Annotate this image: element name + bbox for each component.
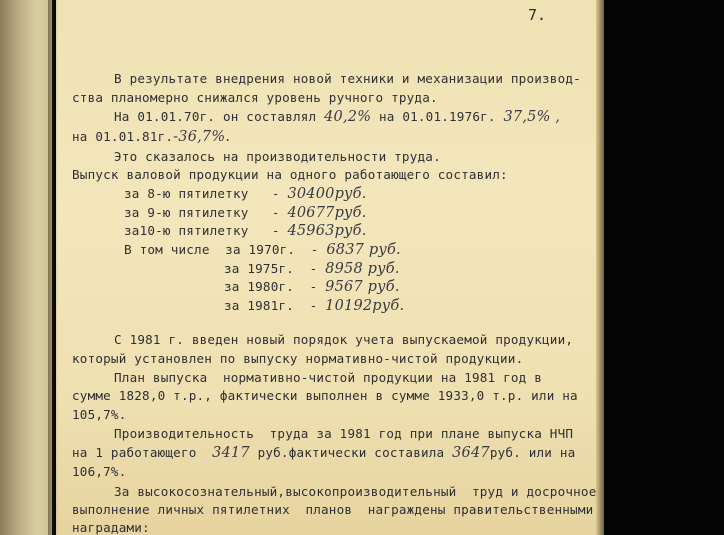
text-line-5: Это сказалось на производительности труда.	[114, 149, 441, 164]
text-line-21: 106,7%.	[72, 464, 127, 479]
text-line-14: С 1981 г. введен новый порядок учета выпускаемой продукции,	[114, 332, 574, 347]
text-line-24: наградами:	[72, 520, 150, 535]
text-line-9: за10-ю пятилетку - 45963руб.	[124, 223, 367, 239]
text-line-22: За высокосознательный,высокопроизводительный труд и досрочное	[114, 484, 597, 499]
text-line-12: за 1980г. - 9567 руб.	[224, 279, 400, 295]
text-line-13: за 1981г. - 10192руб.	[224, 298, 405, 314]
text-line-16: План выпуска нормативно-чистой продукции на 1981 год в	[114, 370, 543, 385]
page-number: 7.	[528, 6, 547, 24]
text-line-1: В результате внедрения новой техники и механизации производ-	[114, 71, 581, 86]
text-line-19: Производительность труда за 1981 год при плане выпуска НЧП	[114, 426, 574, 441]
text-line-17: сумме 1828,0 т.р., фактически выполнен в сумме 1933,0 т.р. или на	[72, 388, 578, 403]
text-line-2: ства планомерно снижался уровень ручного труда.	[72, 90, 438, 105]
paper-edge	[596, 0, 604, 535]
text-line-8: за 9-ю пятилетку - 40677руб.	[124, 205, 367, 221]
text-line-3: На 01.01.70г. он составлял 40,2% на 01.01.1976г. 37,5% ,	[114, 109, 561, 125]
text-line-6: Выпуск валовой продукции на одного работающего составил:	[72, 167, 508, 182]
text-line-10: В том числе за 1970г. - 6837 руб.	[124, 242, 401, 258]
text-line-23: выполнение личных пятилетних планов награждены правительственными	[72, 502, 594, 517]
text-line-18: 105,7%.	[72, 407, 127, 422]
text-line-15: который установлен по выпуску нормативно-чистой продукции.	[72, 351, 524, 366]
text-line-4: на 01.01.81г.-36,7%.	[72, 129, 231, 145]
scan-background	[604, 0, 724, 535]
binding-strip	[0, 0, 52, 535]
text-line-11: за 1975г. - 8958 руб.	[224, 261, 400, 277]
text-line-20: на 1 работающего 3417 руб.фактически составила 3647руб. или на	[72, 445, 576, 461]
text-line-7: за 8-ю пятилетку - 30400руб.	[124, 186, 367, 202]
page-fold-shadow	[48, 0, 58, 535]
